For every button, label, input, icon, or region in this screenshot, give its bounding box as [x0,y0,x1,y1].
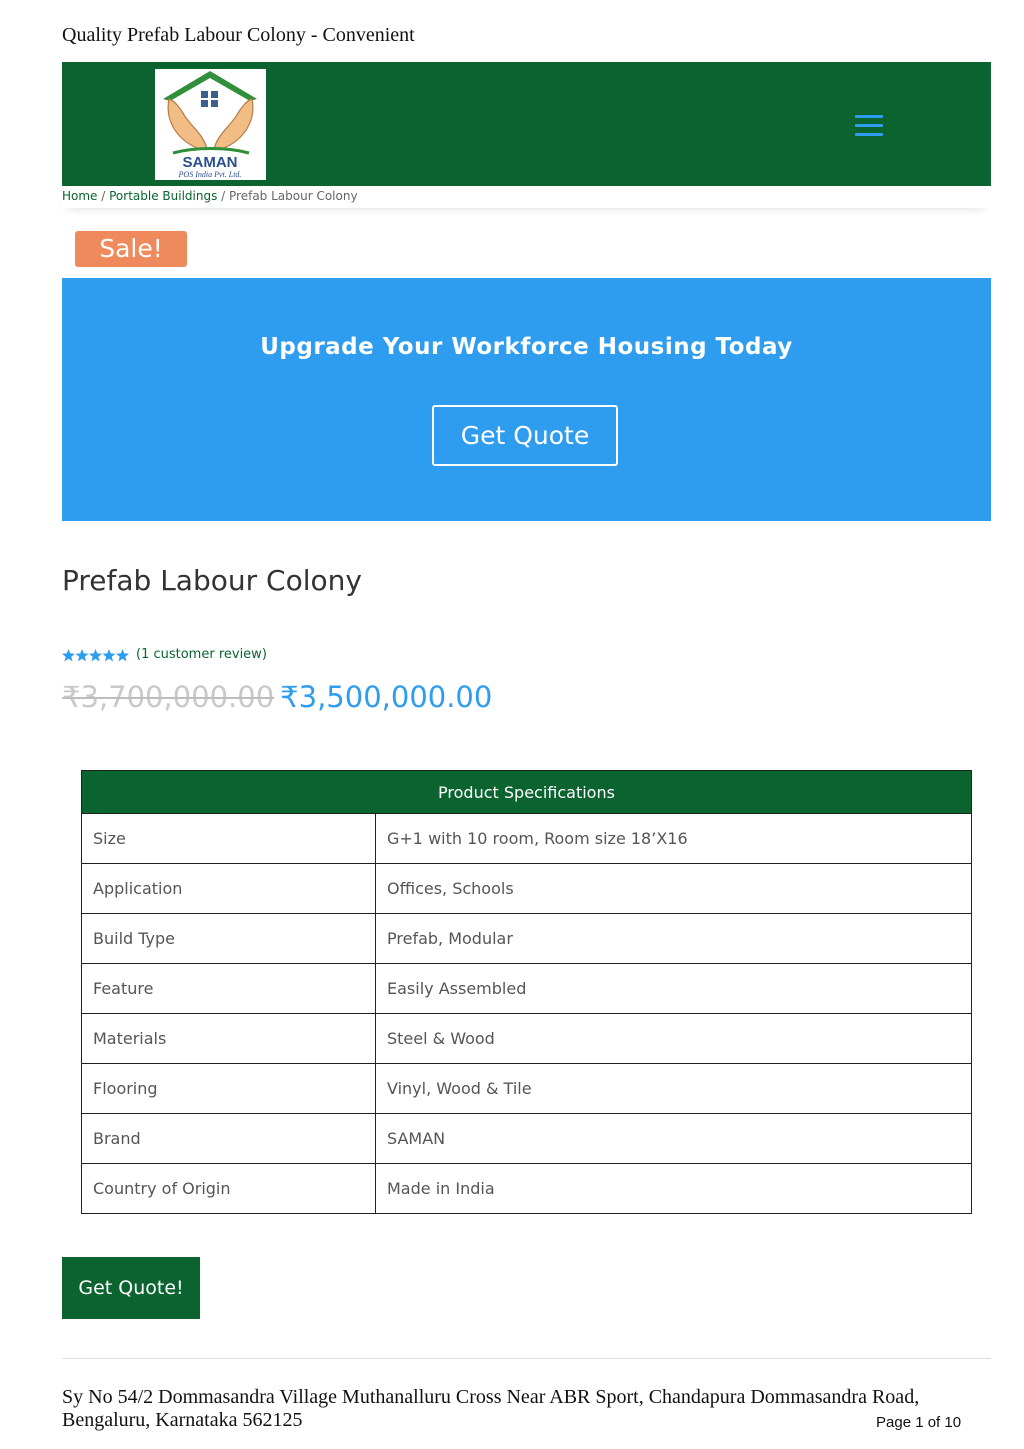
footer-divider [62,1358,991,1359]
old-price: ₹3,700,000.00 [62,680,275,714]
breadcrumb [62,189,358,203]
spec-label: Flooring [82,1064,376,1114]
breadcrumb-category-link[interactable]: Portable Buildings [109,189,218,203]
specifications-heading: Product Specifications [82,771,972,814]
table-header-row [82,771,972,814]
breadcrumb-separator: / [97,189,110,203]
spec-value: Prefab, Modular [376,914,972,964]
spec-value: Made in India [376,1164,972,1214]
sale-price: ₹3,500,000.00 [280,680,493,714]
house-hands-logo-icon [155,69,266,180]
address-line-1: Sy No 54/2 Dommasandra Village Muthanalluru Cross Near ABR Sport, Chandapura Dommasandra Road, [62,1386,920,1408]
spec-value: Offices, Schools [376,864,972,914]
table-row [82,864,972,914]
customer-review-link[interactable]: (1 customer review) [136,647,267,662]
cta-banner [62,278,991,521]
spec-value: SAMAN [376,1114,972,1164]
five-star-rating-icon [62,649,129,662]
address-line-2: Bengaluru, Karnataka 562125 [62,1409,303,1431]
spec-label: Feature [82,964,376,1014]
breadcrumb-separator: / [217,189,230,203]
spec-value: Steel & Wood [376,1014,972,1064]
spec-value: Easily Assembled [376,964,972,1014]
get-quote-submit-button[interactable]: Get Quote! [62,1257,200,1319]
logo-brand: SAMAN [182,154,238,171]
spec-label: Materials [82,1014,376,1064]
logo-tagline: POS India Pvt. Ltd. [178,170,242,179]
table-row [82,964,972,1014]
cta-heading: Upgrade Your Workforce Housing Today [260,334,793,360]
spec-label: Country of Origin [82,1164,376,1214]
site-header [62,62,991,186]
breadcrumb-home-link[interactable]: Home [62,189,98,203]
sale-badge: Sale! [75,231,187,267]
saman-logo[interactable] [155,69,266,180]
spec-label: Build Type [82,914,376,964]
spec-value: G+1 with 10 room, Room size 18’X16 [376,814,972,864]
table-row [82,1114,972,1164]
footer-address [62,1386,962,1432]
spec-label: Application [82,864,376,914]
get-quote-button[interactable]: Get Quote [432,405,618,466]
table-row [82,1014,972,1064]
breadcrumb-current: Prefab Labour Colony [229,189,358,203]
spec-label: Brand [82,1114,376,1164]
page-number: Page 1 of 10 [876,1414,962,1431]
spec-label: Size [82,814,376,864]
hamburger-menu-icon[interactable] [855,115,883,137]
table-row [82,814,972,864]
spec-value: Vinyl, Wood & Tile [376,1064,972,1114]
table-row [82,914,972,964]
table-row [82,1064,972,1114]
specifications-table [81,770,972,1214]
product-title: Prefab Labour Colony [62,564,362,597]
document-title: Quality Prefab Labour Colony - Convenient [62,24,415,46]
price [62,680,492,714]
table-row [82,1164,972,1214]
